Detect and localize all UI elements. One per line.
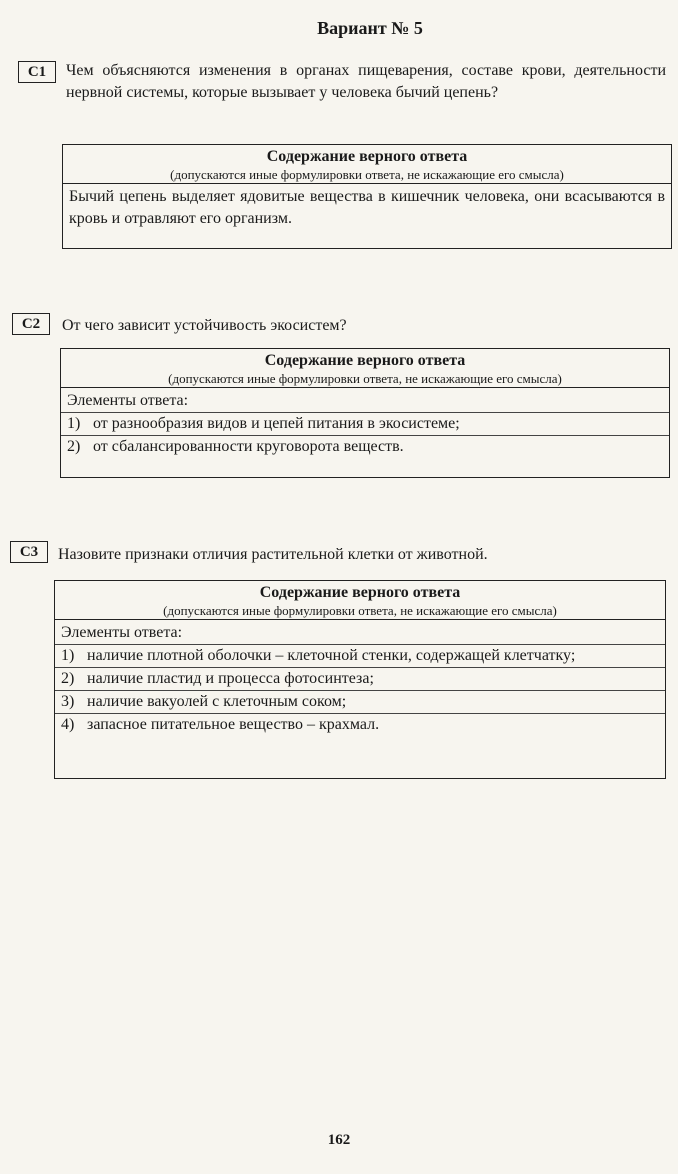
list-item-number: 3): [61, 693, 75, 710]
list-item: [67, 413, 663, 435]
list-item-number: 1): [67, 415, 81, 432]
list-item-text: наличие пластид и процесса фотосинтеза;: [87, 670, 374, 687]
answer-header-c2: [61, 349, 669, 388]
elements-label-c3: Элементы ответа:: [61, 624, 183, 641]
answer-note: (допускаются иные формулировки ответа, не искажающие его смысла): [170, 167, 564, 182]
answer-title: Содержание верного ответа: [264, 352, 466, 369]
elements-label-c2: Элементы ответа:: [67, 392, 189, 409]
answer-text-c1: Бычий цепень выделяет ядовитые вещества в кишечник человека, они всасываются в кровь и отравляют его организм.: [69, 188, 665, 227]
list-item-text: наличие плотной оболочки – клеточной стенки, содержащей клетчатку;: [87, 647, 576, 664]
answer-body-c2: [61, 388, 669, 460]
answer-title: Содержание верного ответа: [259, 584, 461, 601]
answer-box-c1: [62, 144, 672, 249]
question-text-c2: От чего зависит устойчивость экосистем?: [62, 317, 347, 334]
list-item-number: 1): [61, 647, 75, 664]
answer-box-c2: [60, 348, 670, 478]
list-item: [61, 714, 659, 736]
list-item-text: от разнообразия видов и цепей питания в экосистеме;: [93, 415, 460, 432]
answer-header-c3: [55, 581, 665, 620]
list-item: [67, 436, 663, 458]
list-item-number: 2): [61, 670, 75, 687]
answer-note: (допускаются иные формулировки ответа, не искажающие его смысла): [163, 603, 557, 618]
answer-header-c1: [63, 145, 671, 184]
question-text-c3: Назовите признаки отличия растительной клетки от животной.: [58, 546, 488, 563]
question-label-c2: C2: [12, 313, 50, 335]
answer-note: (допускаются иные формулировки ответа, не искажающие его смысла): [168, 371, 562, 386]
answer-title: Содержание верного ответа: [266, 148, 468, 165]
answer-body-c1: [63, 184, 671, 232]
page-title: Вариант № 5: [317, 18, 423, 38]
list-item-text: от сбалансированности круговорота веществ.: [93, 438, 404, 455]
list-item-text: запасное питательное вещество – крахмал.: [87, 716, 380, 733]
question-label-c3: C3: [10, 541, 48, 563]
list-item: [61, 691, 659, 713]
list-item-number: 4): [61, 716, 75, 733]
question-text-c1: Чем объясняются изменения в органах пищеварения, составе крови, деятельности нервной системы, которые вызывает у человека бычий цепень?: [66, 62, 666, 101]
page-number: 162: [327, 1132, 351, 1148]
list-item: [61, 668, 659, 690]
answer-box-c3: [54, 580, 666, 779]
list-item-number: 2): [67, 438, 81, 455]
list-item: [61, 645, 659, 667]
answer-body-c3: [55, 620, 665, 738]
question-label-c1: C1: [18, 61, 56, 83]
list-item-text: наличие вакуолей с клеточным соком;: [87, 693, 347, 710]
